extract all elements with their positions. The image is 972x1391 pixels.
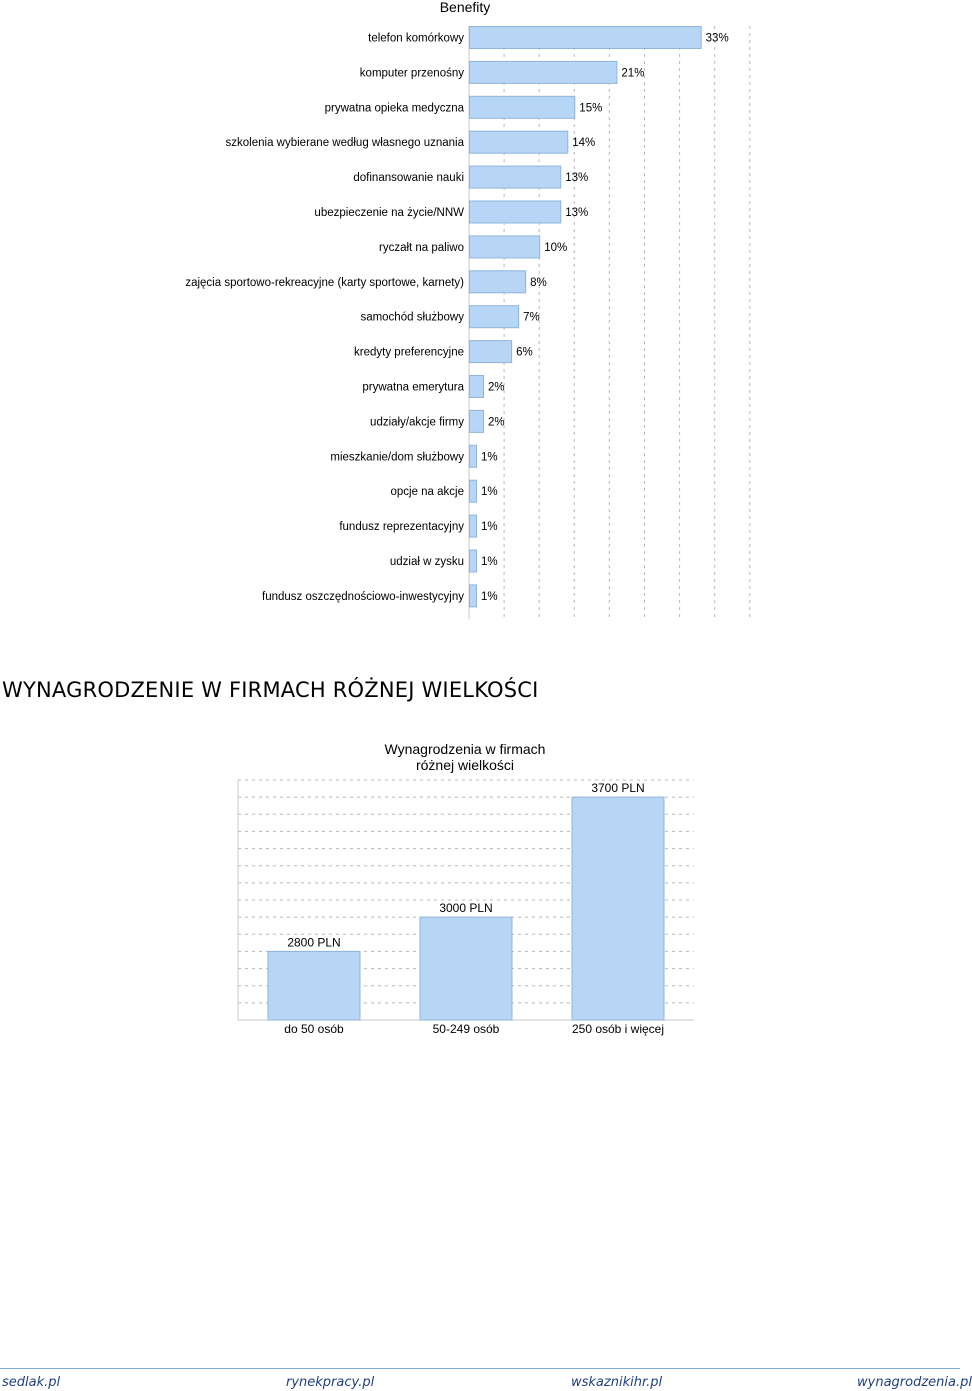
value-label: 10% [544, 241, 568, 254]
bar [572, 797, 664, 1020]
footer-link-sedlak[interactable]: sedlak.pl [2, 1375, 61, 1390]
bar [470, 27, 702, 49]
category-label: ryczałt na paliwo [378, 241, 464, 254]
value-label: 2% [488, 416, 505, 429]
category-label: opcje na akcje [390, 486, 464, 499]
category-label: samochód służbowy [360, 311, 464, 324]
category-label: telefon komórkowy [368, 32, 464, 45]
category-label: fundusz reprezentacyjny [339, 521, 464, 534]
category-label: kredyty preferencyjne [354, 346, 464, 359]
bar [470, 201, 561, 223]
chart-title-line-2: różnej wielkości [415, 757, 515, 773]
value-label: 2% [488, 381, 505, 394]
footer [0, 1368, 972, 1391]
value-label: 1% [481, 556, 498, 568]
category-label: prywatna opieka medyczna [324, 102, 464, 115]
chart-title: Benefity [439, 0, 491, 15]
category-label: zajęcia sportowo-rekreacyjne (karty sportowe, karnety) [185, 276, 464, 289]
bar [470, 61, 617, 83]
category-label: mieszkanie/dom służbowy [330, 451, 464, 464]
category-label: do 50 osób [284, 1022, 344, 1036]
category-label: szkolenia wybierane według własnego uznania [225, 137, 464, 150]
bar [470, 585, 477, 607]
value-label: 1% [481, 451, 498, 464]
category-label: ubezpieczenie na życie/NNW [314, 207, 464, 219]
footer-link-wynagrodzenia[interactable]: wynagrodzenia.pl [857, 1375, 972, 1390]
bar [470, 341, 512, 363]
bar [470, 515, 477, 537]
bar [420, 917, 512, 1020]
value-label: 3700 PLN [591, 781, 645, 796]
bar [470, 306, 519, 328]
footer-link-wskaznikihr[interactable]: wskaznikihr.pl [571, 1375, 663, 1390]
category-label: dofinansowanie nauki [353, 172, 464, 185]
value-label: 33% [705, 32, 729, 45]
chart-title-line-1: Wynagrodzenia w firmach [384, 741, 546, 757]
value-label: 8% [530, 276, 547, 289]
value-label: 1% [481, 521, 498, 534]
benefits-chart [0, 0, 960, 620]
bar [470, 271, 526, 293]
category-label: prywatna emerytura [362, 381, 464, 394]
value-label: 15% [579, 102, 603, 115]
value-label: 3000 PLN [439, 901, 493, 916]
value-label: 13% [565, 207, 589, 219]
bar [470, 550, 477, 572]
value-label: 13% [565, 172, 589, 185]
category-label: fundusz oszczędnościowo-inwestycyjny [262, 590, 464, 603]
bar [470, 236, 540, 258]
bar [470, 166, 561, 188]
category-label: komputer przenośny [359, 67, 464, 80]
value-label: 1% [481, 486, 498, 499]
category-label: udziały/akcje firmy [370, 416, 464, 429]
salary-chart [0, 730, 960, 1050]
bar [470, 131, 568, 153]
footer-link-rynekpracy[interactable]: rynekpracy.pl [286, 1375, 375, 1390]
bar [268, 951, 360, 1020]
value-label: 1% [481, 590, 498, 603]
bar [470, 376, 484, 398]
bar [470, 480, 477, 502]
value-label: 14% [572, 137, 596, 150]
value-label: 7% [523, 311, 540, 324]
value-label: 2800 PLN [287, 935, 341, 950]
bar [470, 410, 484, 432]
category-label: udział w zysku [389, 556, 464, 568]
section-heading: WYNAGRODZENIE W FIRMACH RÓŻNEJ WIELKOŚCI [2, 678, 539, 702]
value-label: 21% [621, 67, 645, 80]
category-label: 250 osób i więcej [571, 1022, 665, 1036]
bar [470, 445, 477, 467]
bar [470, 96, 575, 118]
value-label: 6% [516, 346, 533, 359]
category-label: 50-249 osób [432, 1022, 500, 1036]
